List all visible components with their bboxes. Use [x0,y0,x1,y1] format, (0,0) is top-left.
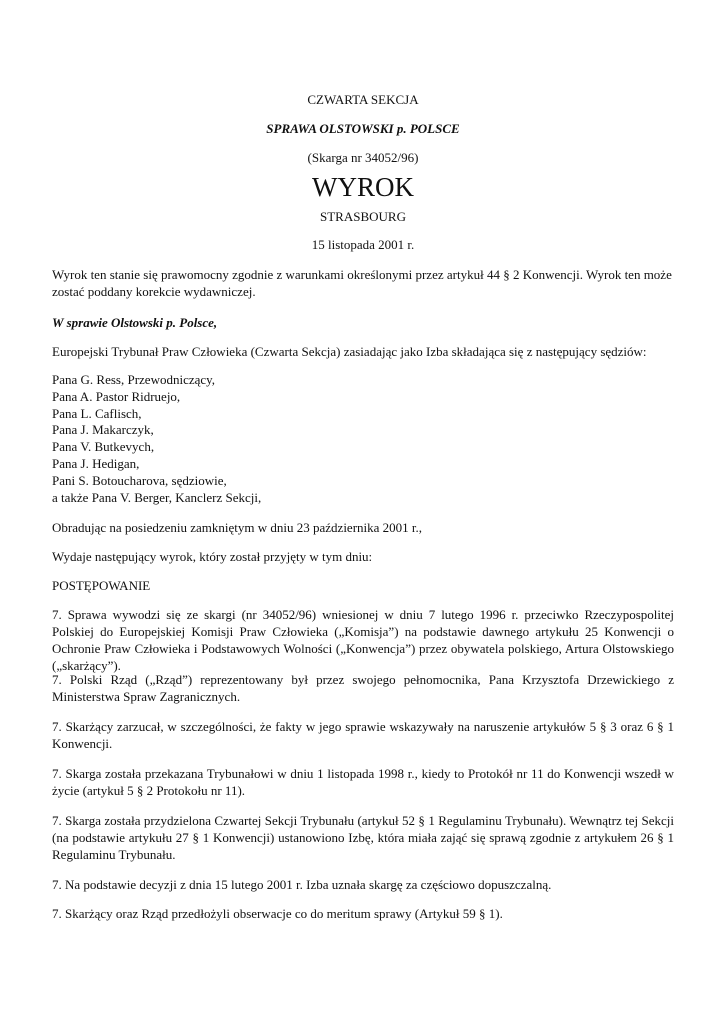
delivers-line: Wydaje następujący wyrok, który został przyjęty w tym dniu: [52,549,373,564]
case-title: SPRAWA OLSTOWSKI p. POLSCE [266,121,460,136]
place: STRASBOURG [320,209,406,224]
section-label: CZWARTA SEKCJA [307,92,419,107]
judge-line: Pana L. Caflisch, [52,405,142,421]
document-type-heading: WYROK [312,172,414,202]
court-intro: Europejski Trybunał Praw Człowieka (Czwarta Sekcja) zasiadając jako Izba składająca się z następujący sędziów: [52,344,647,359]
judge-line: Pana A. Pastor Ridruejo, [52,388,181,404]
procedure-paragraph: 7. Sprawa wywodzi się ze skargi (nr 34052/96) wniesionej w dniu 7 lutego 1996 r. przeciwko Rzeczypospolitej Polskiej do Europejskiej Komisji Praw Człowieka („Komisja”) na podstawie dawnego artykułu 25 Konwencji o Ochronie Praw Człowieka i Podstawowych Wolności („Konwencja”) przez obywatela polskiego, Artura Olstowskiego („skarżący”). [52,607,674,673]
judge-line: Pani S. Botoucharova, sędziowie, [52,472,227,488]
procedure-paragraph: 7. Skarżący zarzucał, w szczególności, że fakty w jego sprawie wskazywały na naruszenie artykułów 5 § 3 oraz 6 § 1 Konwencji. [52,719,674,751]
judgment-date: 15 listopada 2001 r. [311,237,415,252]
procedure-heading: POSTĘPOWANIE [52,578,151,593]
judge-line: Pana J. Makarczyk, [52,422,154,438]
case-heading: W sprawie Olstowski p. Polsce, [52,315,218,330]
deliberation-line: Obradując na posiedzeniu zamkniętym w dniu 23 października 2001 r., [52,520,423,535]
judge-line: Pana J. Hedigan, [52,455,140,471]
judge-line: Pana G. Ress, Przewodniczący, [52,372,216,387]
judge-line: Pana V. Butkevych, [52,439,155,455]
procedure-paragraph: 7. Skarga została przekazana Trybunałowi w dniu 1 listopada 1998 r., kiedy to Protokół nr 11 do Konwencji wszedł w życie (artykuł 5 § 2 Protokołu nr 11). [52,766,674,798]
finality-note: Wyrok ten stanie się prawomocny zgodnie z warunkami określonymi przez artykuł 44 § 2 Konwencji. Wyrok ten może zostać poddany korekcie wydawniczej. [52,267,672,299]
judge-line: a także Pana V. Berger, Kanclerz Sekcji, [52,489,262,505]
procedure-paragraph: 7. Polski Rząd („Rząd”) reprezentowany był przez swojego pełnomocnika, Pana Krzysztofa Drzewickiego z Ministerstwa Spraw Zagranicznych. [52,672,674,704]
application-number: (Skarga nr 34052/96) [307,150,419,165]
judges-list [52,372,674,506]
procedure-paragraph: 7. Skarżący oraz Rząd przedłożyli obserwacje co do meritum sprawy (Artykuł 59 § 1). [52,906,503,921]
procedure-paragraph: 7. Na podstawie decyzji z dnia 15 lutego 2001 r. Izba uznała skargę za częściowo dopuszczalną. [52,877,552,892]
procedure-paragraph: 7. Skarga została przydzielona Czwartej Sekcji Trybunału (artykuł 52 § 1 Regulaminu Trybunału). Wewnątrz tej Sekcji (na podstawie artykułu 27 § 1 Konwencji) ustanowiono Izbę, która miała zająć się sprawą zgodnie z artykułem 26 § 1 Regulaminu Trybunału. [52,813,674,862]
